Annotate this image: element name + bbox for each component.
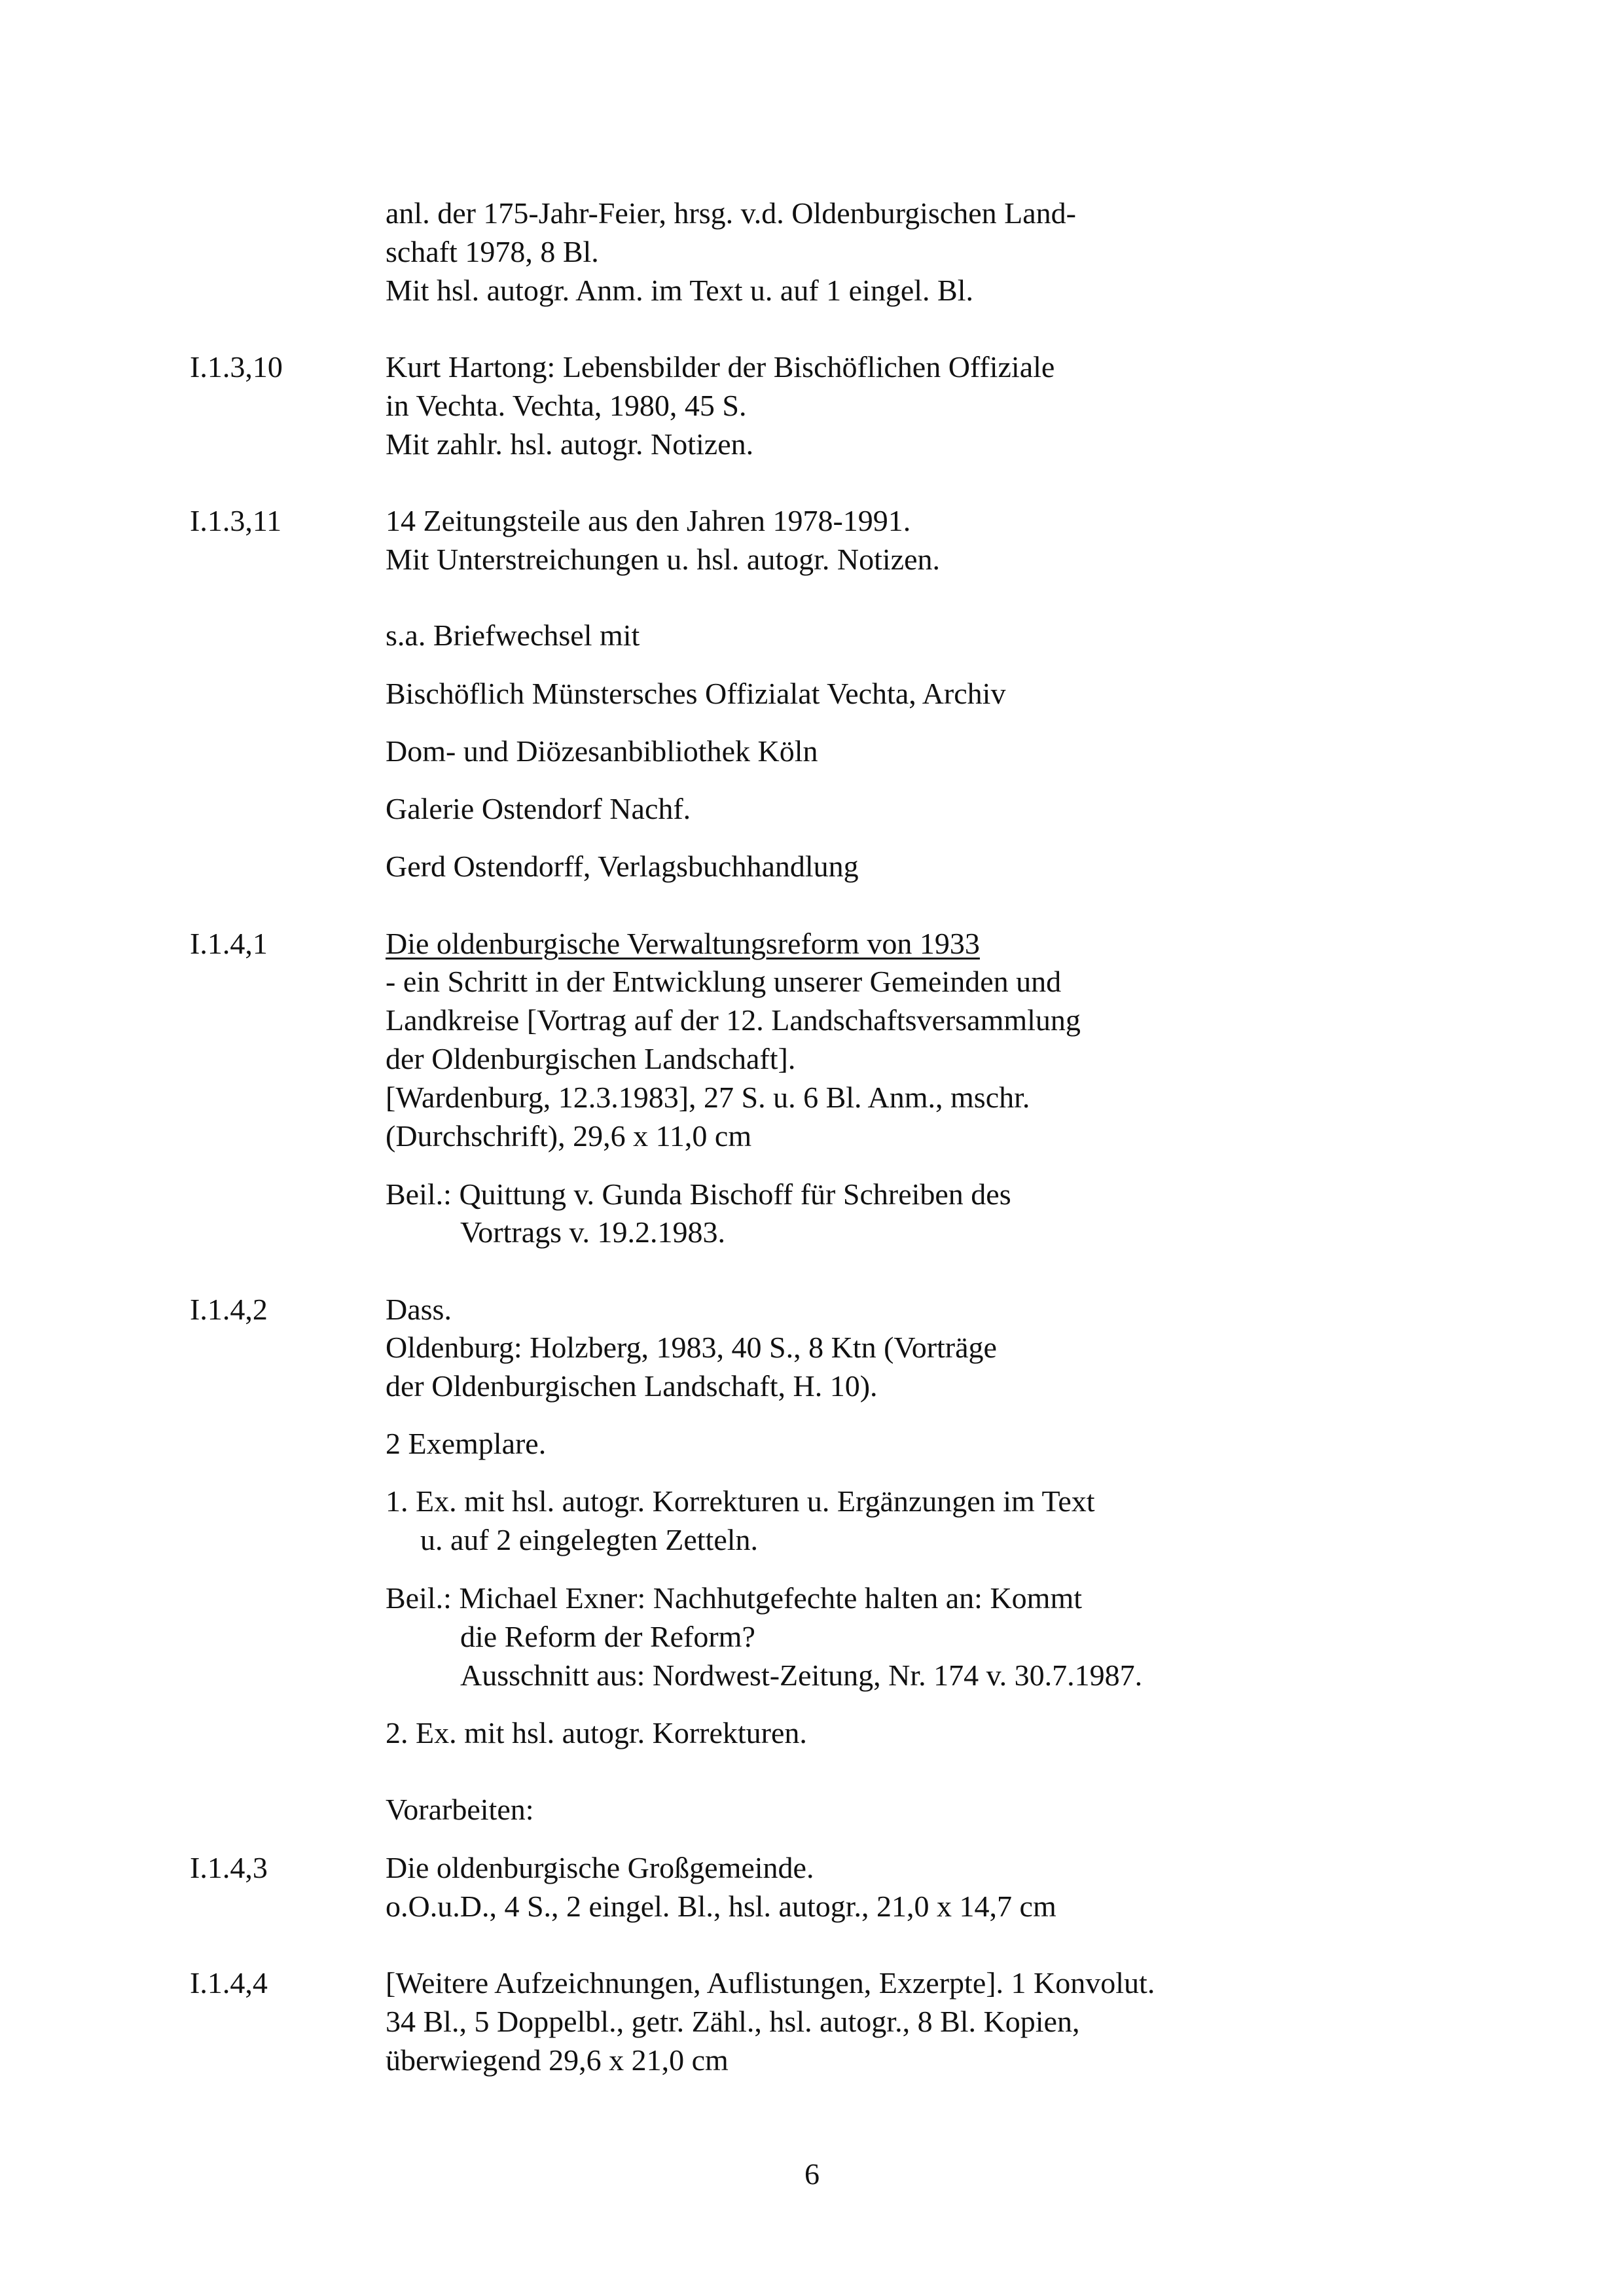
entry-line: Mit hsl. autogr. Anm. im Text u. auf 1 eingel. Bl. xyxy=(386,274,973,307)
entry-title: Dass. xyxy=(386,1293,452,1326)
entry-line: Ausschnitt aus: Nordwest-Zeitung, Nr. 174 v. 30.7.1987. xyxy=(460,1659,1143,1692)
entry-line: Beil.: Michael Exner: Nachhutgefechte halten an: Kommt xyxy=(386,1581,1083,1615)
entry-line: schaft 1978, 8 Bl. xyxy=(386,235,599,268)
entry-signature: I.1.4,2 xyxy=(190,1293,268,1326)
entry-signature: I.1.3,11 xyxy=(190,504,282,537)
entry-line: der Oldenburgischen Landschaft]. xyxy=(386,1042,796,1075)
cross-reference-item: Dom- und Diözesanbibliothek Köln xyxy=(386,734,818,768)
cross-reference-heading: s.a. Briefwechsel mit xyxy=(386,619,640,652)
entry-line: 2 Exemplare. xyxy=(386,1427,547,1460)
entry-line: anl. der 175-Jahr-Feier, hrsg. v.d. Oldenburgischen Land- xyxy=(386,196,1076,230)
entry-title: [Weitere Aufzeichnungen, Auflistungen, Exzerpte]. 1 Konvolut. xyxy=(386,1966,1155,2000)
entry-line: 14 Zeitungsteile aus den Jahren 1978-1991. xyxy=(386,504,911,537)
cross-reference-item: Bischöflich Münstersches Offizialat Vechta, Archiv xyxy=(386,677,1006,710)
entry-title: Die oldenburgische Verwaltungsreform von 1933 xyxy=(386,927,980,960)
entry-line: Vortrags v. 19.2.1983. xyxy=(460,1215,726,1249)
entry-line: Mit Unterstreichungen u. hsl. autogr. Notizen. xyxy=(386,543,941,576)
entry-line: o.O.u.D., 4 S., 2 eingel. Bl., hsl. autogr., 21,0 x 14,7 cm xyxy=(386,1890,1056,1923)
entry-line: - ein Schritt in der Entwicklung unserer Gemeinden und xyxy=(386,965,1062,998)
entry-line: u. auf 2 eingelegten Zetteln. xyxy=(420,1523,759,1556)
entry-line: Mit zahlr. hsl. autogr. Notizen. xyxy=(386,427,754,461)
section-label: Vorarbeiten: xyxy=(386,1793,534,1826)
entry-line: in Vechta. Vechta, 1980, 45 S. xyxy=(386,389,747,422)
entry-line: 2. Ex. mit hsl. autogr. Korrekturen. xyxy=(386,1716,807,1749)
entry-signature: I.1.4,3 xyxy=(190,1851,268,1884)
entry-line: 34 Bl., 5 Doppelbl., getr. Zähl., hsl. autogr., 8 Bl. Kopien, xyxy=(386,2005,1080,2038)
entry-line: Oldenburg: Holzberg, 1983, 40 S., 8 Ktn (Vorträge xyxy=(386,1331,997,1364)
entry-signature: I.1.4,1 xyxy=(190,927,268,960)
entry-line: die Reform der Reform? xyxy=(460,1620,755,1653)
entry-line: Beil.: Quittung v. Gunda Bischoff für Schreiben des xyxy=(386,1177,1011,1211)
cross-reference-item: Galerie Ostendorf Nachf. xyxy=(386,792,691,825)
entry-signature: I.1.4,4 xyxy=(190,1966,268,2000)
entry-line: 1. Ex. mit hsl. autogr. Korrekturen u. Ergänzungen im Text xyxy=(386,1484,1095,1518)
entry-line: (Durchschrift), 29,6 x 11,0 cm xyxy=(386,1119,752,1153)
entry-line: der Oldenburgischen Landschaft, H. 10). xyxy=(386,1369,878,1403)
entry-line: [Wardenburg, 12.3.1983], 27 S. u. 6 Bl. Anm., mschr. xyxy=(386,1081,1030,1114)
entry-line: überwiegend 29,6 x 21,0 cm xyxy=(386,2043,729,2077)
entry-line: Landkreise [Vortrag auf der 12. Landschaftsversammlung xyxy=(386,1003,1081,1037)
entry-title: Die oldenburgische Großgemeinde. xyxy=(386,1851,814,1884)
entry-signature: I.1.3,10 xyxy=(190,350,283,384)
cross-reference-item: Gerd Ostendorff, Verlagsbuchhandlung xyxy=(386,850,859,883)
entry-line: Kurt Hartong: Lebensbilder der Bischöflichen Offiziale xyxy=(386,350,1055,384)
page-number: 6 xyxy=(804,2157,820,2191)
